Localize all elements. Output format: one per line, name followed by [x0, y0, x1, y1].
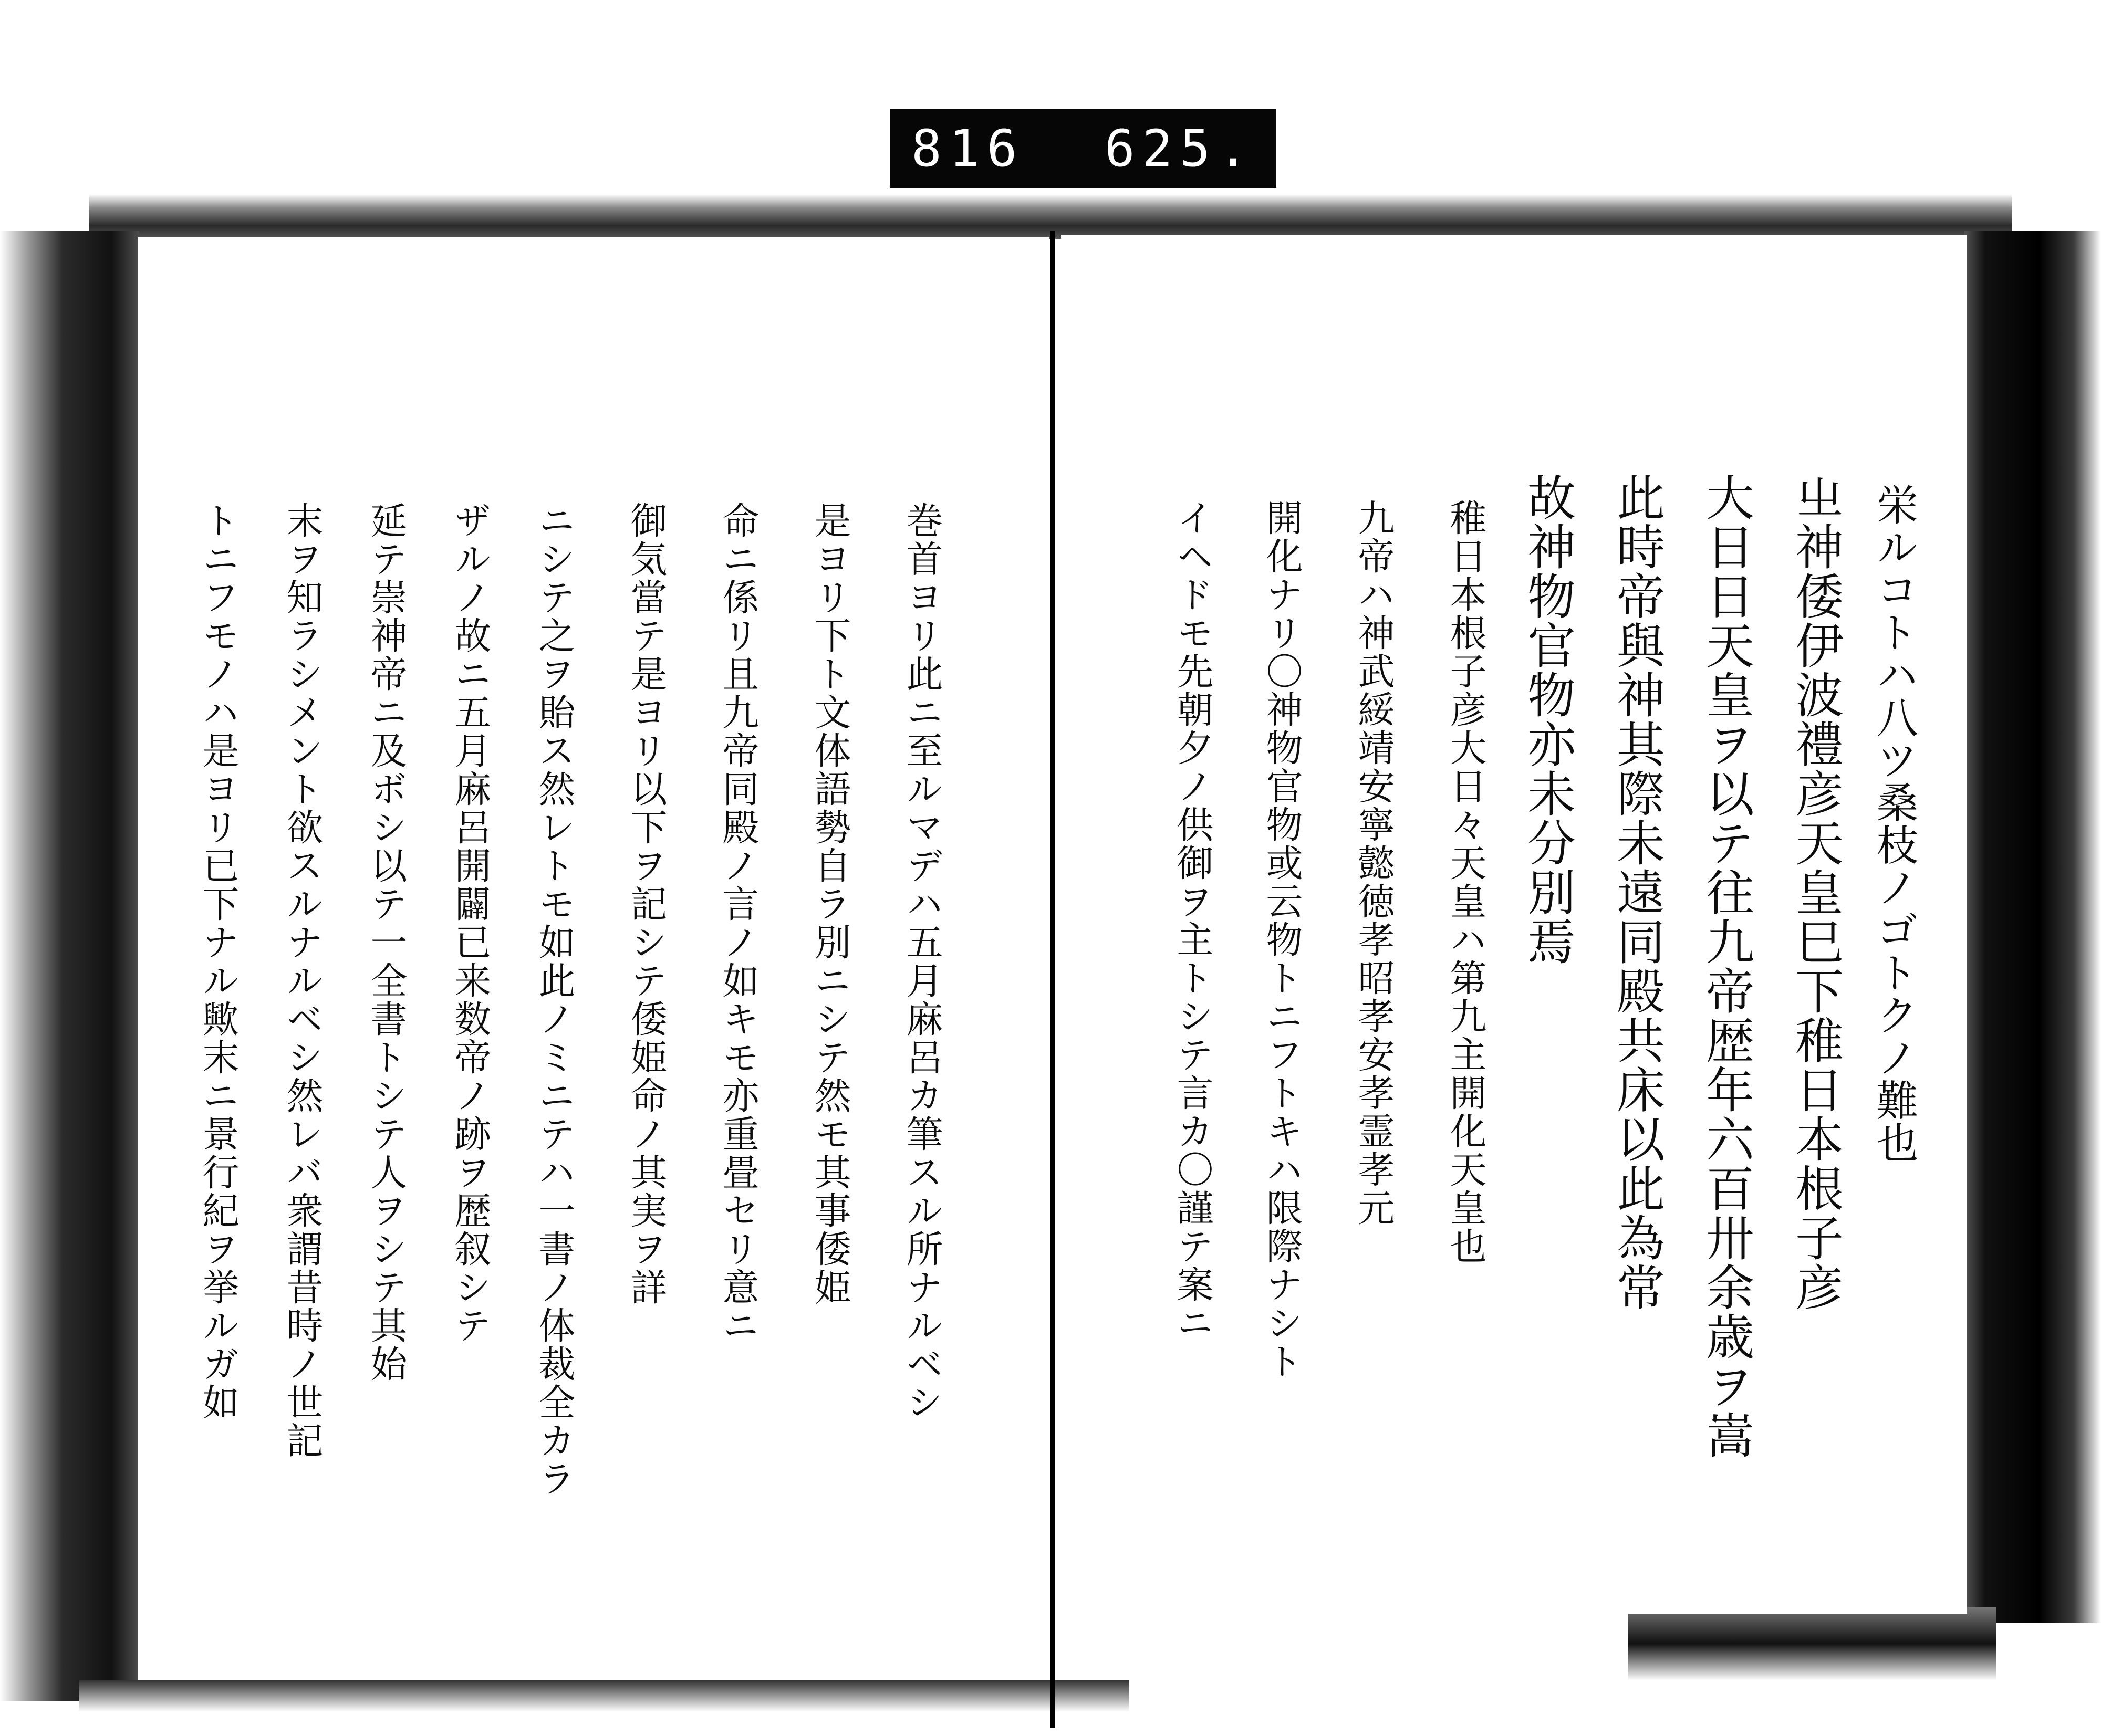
left-page-column-8: 末ヲ知ラシメント欲スルナルベシ然レバ衆謂昔時ノ世記 — [280, 501, 324, 1460]
right-page-column-3: 大日日天皇ヲ以テ往九帝歴年六百卅余歳ヲ嵩 — [1698, 473, 1754, 1460]
call-number-right: 625. — [1104, 119, 1255, 178]
call-number-left: 816 — [911, 119, 1025, 178]
book-left-edge — [0, 231, 139, 1701]
right-page-column-2: 㞢神倭伊波禮彦天皇巳下稚日本根子彦 — [1787, 473, 1844, 1312]
left-page-column-5: ニシテ之ヲ貽ス然レトモ如此ノミニテハ一書ノ体裁全カラ — [533, 501, 576, 1498]
right-page-column-4: 此時帝與神其際未遠同殿共床以此為常 — [1609, 473, 1665, 1312]
left-page-column-2: 是ヨリ下ト文体語勢自ラ別ニシテ然モ其事倭姫 — [808, 501, 851, 1306]
right-page-column-9: イヘドモ先朝夕ノ供御ヲ主トシテ言カ〇謹テ案ニ — [1171, 499, 1214, 1342]
left-page-column-4: 御気當テ是ヨリ以下ヲ記シテ倭姫命ノ其実ヲ詳 — [625, 501, 668, 1306]
left-page-column-7: 延テ崇神帝ニ及ボシ以テ一全書トシテ人ヲシテ其始 — [365, 501, 408, 1383]
right-page-column-6: 稚日本根子彦大日々天皇ハ第九主開化天皇也 — [1444, 499, 1487, 1266]
left-page-column-9: トニフモノハ是ヨリ已下ナル歟末ニ景行紀ヲ挙ルガ如 — [196, 501, 240, 1421]
left-page-column-3: 命ニ係リ且九帝同殿ノ言ノ如キモ亦重畳セリ意ニ — [716, 501, 760, 1345]
right-page-column-1: 栄ルコトハ八ツ桑枝ノゴトクノ難也 — [1869, 483, 1918, 1164]
right-page-column-5: 故神物官物亦未分別焉 — [1520, 473, 1576, 966]
left-page-column-6: ザルノ故ニ五月麻呂開闢已来数帝ノ跡ヲ歴叙シテ — [449, 501, 492, 1345]
right-page-column-8: 開化ナリ〇神物官物或云物トニフトキハ限際ナシト — [1260, 499, 1303, 1381]
right-page-column-7: 九帝ハ神武綏靖安寧懿徳孝昭孝安孝霊孝元 — [1352, 499, 1395, 1227]
book-bottom-right-edge — [1628, 1607, 1996, 1680]
call-number-label — [890, 109, 1276, 188]
book-bottom-left-edge — [79, 1680, 1129, 1712]
book-gutter — [1050, 231, 1055, 1728]
left-page-column-1: 巻首ヨリ此ニ至ルマデハ五月麻呂カ筆スル所ナルベシ — [900, 501, 943, 1421]
book-right-edge — [1964, 231, 2101, 1623]
